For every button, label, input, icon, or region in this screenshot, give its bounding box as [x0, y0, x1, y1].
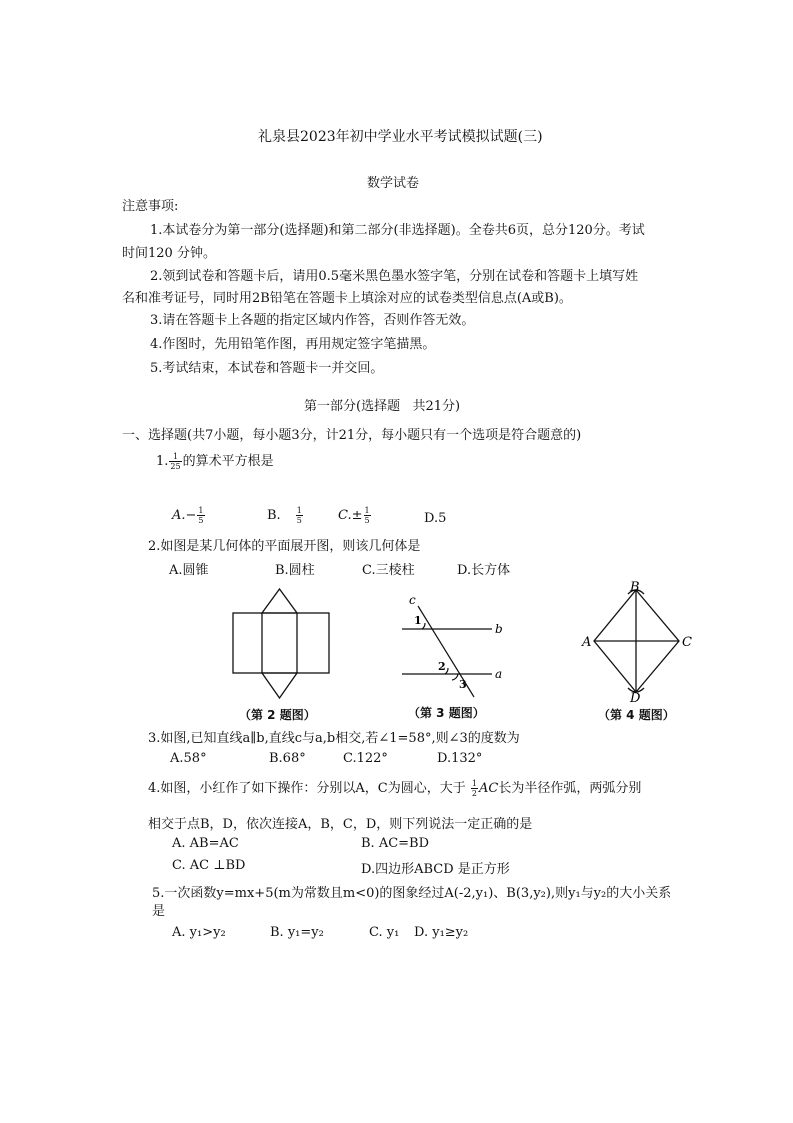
q5-option-c: C. y₁ — [369, 925, 400, 940]
q1-option-d: D.5 — [424, 511, 447, 526]
q5-option-b: B. y₁=y₂ — [270, 925, 324, 940]
q3-option-d: D.132° — [437, 751, 483, 766]
q2-option-c: C.三棱柱 — [362, 563, 415, 578]
fraction-numerator: 1 — [198, 506, 204, 515]
part-one-heading: 第一部分(选择题 共21分) — [304, 399, 461, 414]
q4-option-d: D.四边形ABCD 是正方形 — [361, 862, 510, 877]
fraction-denominator: 5 — [296, 516, 302, 525]
segment-ac: AC — [478, 781, 499, 796]
label-b: b — [495, 622, 503, 636]
angle-3-arc — [452, 674, 458, 680]
fraction-numerator: 1 — [471, 779, 477, 788]
exam-title: 礼泉县2023年初中学业水平考试模拟试题(三) — [258, 129, 543, 145]
question-1-text: 的算术平方根是 — [182, 454, 274, 469]
question-2: 2.如图是某几何体的平面展开图，则该几何体是 — [148, 539, 421, 554]
net-bottom-triangle — [262, 673, 297, 698]
q2-option-b: B.圆柱 — [275, 563, 315, 578]
question-5-line-2: 是 — [152, 904, 166, 919]
question-1-fraction — [169, 452, 181, 471]
question-1 — [156, 450, 274, 471]
section-one-heading: 一、选择题(共7小题，每小题3分，计21分，每小题只有一个选项是符合题意的) — [122, 428, 582, 443]
question-1-number: 1. — [156, 454, 169, 469]
question-5-line-1: 5.一次函数y=mx+5(m为常数且m<0)的图象经过A(-2,y₁)、B(3,y₂),则y₁与y₂的大小关系 — [152, 886, 672, 901]
notice-item-5: 5.考试结束，本试卷和答题卡一并交回。 — [150, 361, 384, 376]
fraction-denominator: 5 — [198, 516, 204, 525]
question-4-line-1 — [148, 777, 641, 798]
q5-option-d: D. y₁≥y₂ — [414, 925, 469, 940]
notice-item-4: 4.作图时，先用铅笔作图，再用规定签字笔描黑。 — [150, 337, 436, 352]
notice-item-2-line-1: 2.领到试卷和答题卡后，请用0.5毫米黑色墨水签字笔，分别在试卷和答题卡上填写姓 — [150, 269, 639, 284]
notice-item-3: 3.请在答题卡上各题的指定区域内作答，否则作答无效。 — [150, 313, 475, 328]
q2-option-d: D.长方体 — [457, 563, 511, 578]
q3-option-a: A.58° — [170, 751, 207, 766]
q4-option-c: C. AC ⊥BD — [172, 858, 246, 873]
notice-item-2-line-2: 名和准考证号，同时用2B铅笔在答题卡上填涂对应的试卷类型信息点(A或B)。 — [122, 291, 572, 306]
q1-option-b — [267, 506, 304, 525]
q3-option-b: B.68° — [269, 751, 306, 766]
figure-3-caption: （第 3 题图） — [408, 706, 485, 720]
option-b-label: B. — [267, 508, 281, 523]
label-angle-3: 3 — [459, 678, 467, 691]
option-c-label: C.± — [338, 508, 363, 523]
q1-option-a — [172, 506, 206, 525]
figure-4-rhombus — [578, 580, 698, 704]
fraction-numerator: 1 — [364, 506, 370, 515]
question-3: 3.如图,已知直线a∥b,直线c与a,b相交,若∠1=58°,则∠3的度数为 — [148, 731, 520, 746]
figure-2-prism-net — [226, 585, 336, 703]
figure-4-caption: （第 4 题图） — [598, 708, 675, 722]
label-angle-1: 1 — [414, 614, 422, 627]
label-angle-2: 2 — [438, 660, 446, 673]
option-a-label: A.− — [172, 508, 197, 523]
question-4-line-2: 相交于点B，D，依次连接A，B，C，D，则下列说法一定正确的是 — [148, 817, 533, 832]
fraction-denominator: 2 — [471, 789, 477, 798]
fraction-numerator: 1 — [296, 506, 302, 515]
label-c: c — [409, 593, 416, 607]
fraction-denominator: 5 — [364, 516, 370, 525]
angle-1-arc — [422, 623, 425, 629]
q5-option-a: A. y₁>y₂ — [172, 925, 226, 940]
label-b: B — [630, 580, 640, 595]
net-rectangle — [233, 613, 329, 673]
figure-3-parallel-lines — [398, 592, 510, 702]
label-a: a — [495, 667, 503, 681]
figure-2-caption: （第 2 题图） — [239, 708, 316, 722]
notice-item-1-line-2: 时间120 分钟。 — [122, 246, 216, 261]
label-d: D — [630, 691, 641, 704]
q1-option-c — [338, 506, 372, 525]
question-4-text-pre: 4.如图，小红作了如下操作：分别以A，C为圆心，大于 — [148, 781, 470, 796]
notice-heading: 注意事项: — [122, 199, 179, 214]
subject-title: 数学试卷 — [367, 176, 420, 191]
q4-option-a: A. AB=AC — [172, 836, 239, 851]
q4-option-b: B. AC=BD — [361, 836, 430, 851]
q2-option-a: A.圆锥 — [169, 563, 209, 578]
label-c: C — [682, 635, 692, 650]
fraction-denominator: 25 — [170, 462, 181, 471]
fraction-numerator: 1 — [169, 452, 181, 462]
label-a: A — [582, 635, 592, 650]
question-4-text-post: 长为半径作弧，两弧分别 — [498, 781, 642, 796]
notice-item-1-line-1: 1.本试卷分为第一部分(选择题)和第二部分(非选择题)。全卷共6页，总分120分。考试 — [150, 223, 645, 238]
q3-option-c: C.122° — [343, 751, 388, 766]
net-top-triangle — [262, 589, 297, 613]
